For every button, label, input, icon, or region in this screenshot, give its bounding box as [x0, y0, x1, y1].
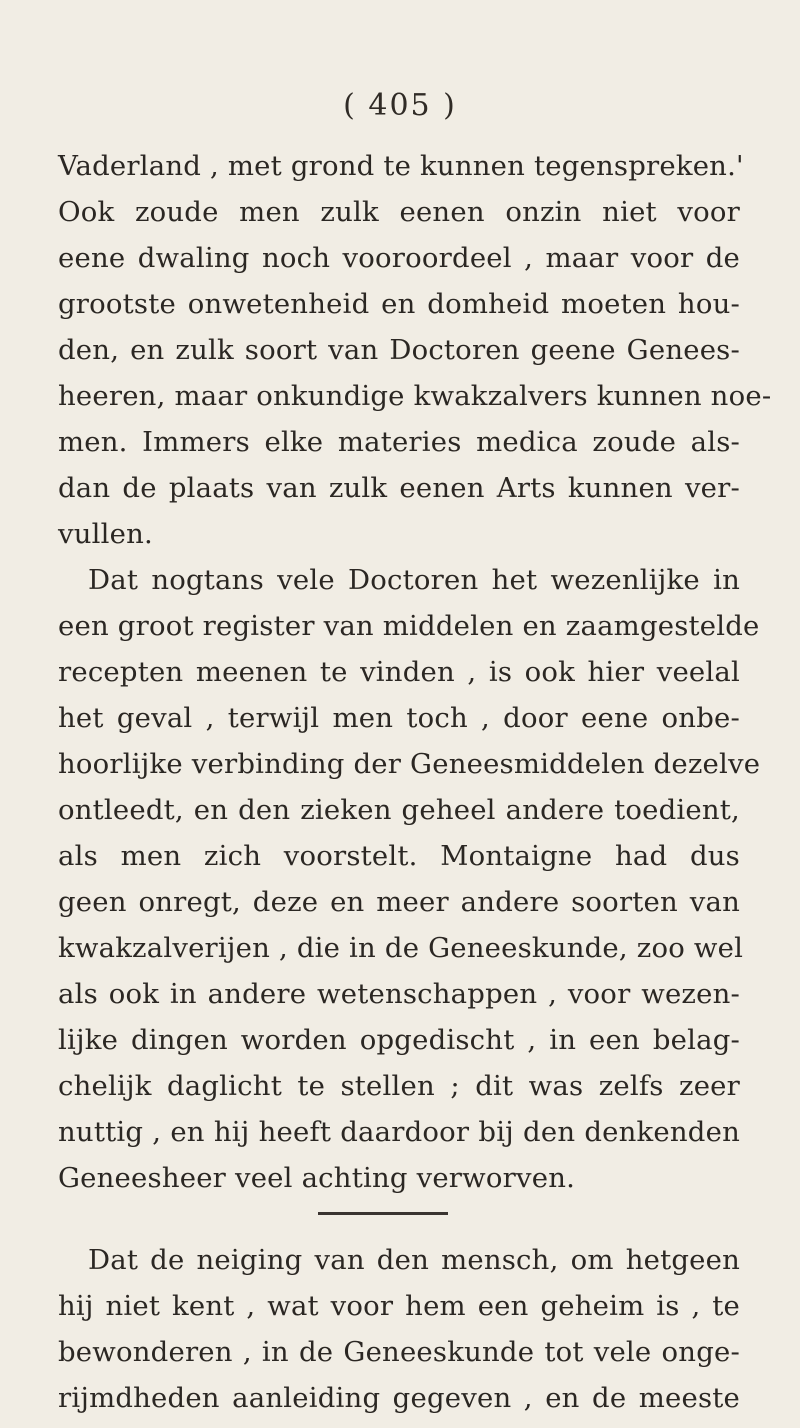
text-line: Dat de neiging van den mensch, om hetgeen [88, 1244, 740, 1276]
text-line: een groot register van middelen en zaamgestelde [58, 610, 760, 642]
text-line: lijke dingen worden opgedischt , in een belag- [58, 1024, 740, 1056]
page-number: ( 405 ) [343, 88, 457, 123]
text-line: het geval , terwijl men toch , door eene onbe- [58, 702, 740, 734]
text-line: eene dwaling noch vooroordeel , maar voor de [58, 242, 740, 274]
text-line: Vaderland , met grond te kunnen tegenspreken.' [58, 150, 744, 182]
text-line: chelijk daglicht te stellen ; dit was zelfs zeer [58, 1070, 740, 1102]
text-line: Geneesheer veel achting verworven. [58, 1162, 576, 1194]
text-line: hoorlijke verbinding der Geneesmiddelen dezelve [58, 748, 761, 780]
text-line: geen onregt, deze en meer andere soorten van [58, 886, 740, 918]
text-line: ontleedt, en den zieken geheel andere toedient, [58, 794, 740, 826]
text-line: vullen. [58, 518, 153, 550]
text-line: als men zich voorstelt. Montaigne had dus [58, 840, 740, 872]
text-line: recepten meenen te vinden , is ook hier veelal [58, 656, 740, 688]
text-line: heeren, maar onkundige kwakzalvers kunnen noe- [58, 380, 772, 412]
section-divider [318, 1212, 448, 1215]
text-line: dan de plaats van zulk eenen Arts kunnen ver- [58, 472, 740, 504]
text-line: kwakzalverijen , die in de Geneeskunde, zoo wel [58, 932, 744, 964]
text-line: als ook in andere wetenschappen , voor wezen- [58, 978, 740, 1010]
text-line: nuttig , en hij heeft daardoor bij den denkenden [58, 1116, 740, 1148]
text-line: bewonderen , in de Geneeskunde tot vele onge- [58, 1336, 740, 1368]
text-line: den, en zulk soort van Doctoren geene Genees- [58, 334, 740, 366]
text-line: men. Immers elke materies medica zoude als- [58, 426, 740, 458]
text-line: Dat nogtans vele Doctoren het wezenlijke in [88, 564, 740, 596]
text-line: Ook zoude men zulk eenen onzin niet voor [58, 196, 740, 228]
text-line: rijmdheden aanleiding gegeven , en de meeste [58, 1382, 740, 1414]
text-line: grootste onwetenheid en domheid moeten hou- [58, 288, 740, 320]
text-line: hij niet kent , wat voor hem een geheim is , te [58, 1290, 740, 1322]
